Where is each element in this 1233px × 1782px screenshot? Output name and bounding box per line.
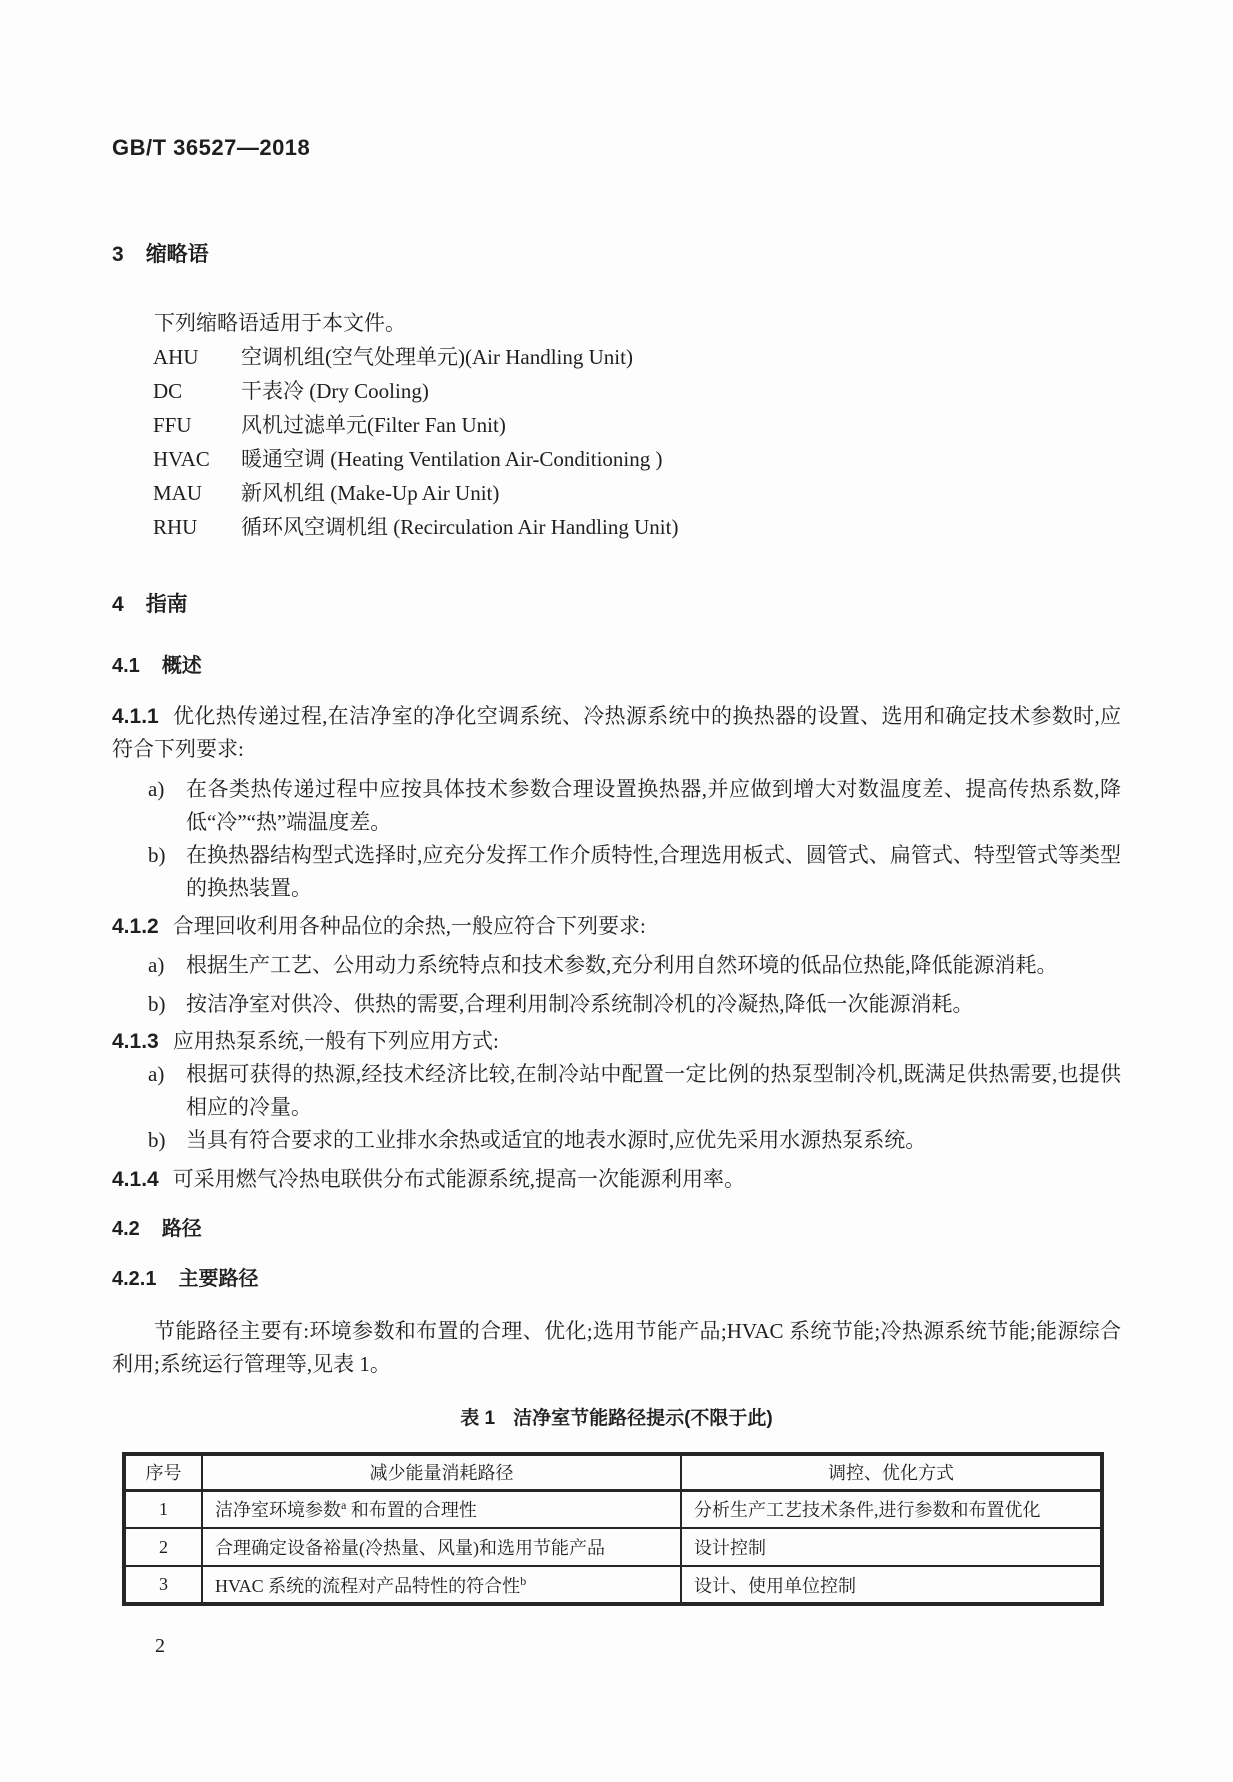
list-item-a bbox=[112, 773, 1121, 839]
page-number: 2 bbox=[155, 1635, 165, 1657]
abbreviation-list bbox=[112, 340, 1121, 544]
section-4-2-1-title: 主要路径 bbox=[178, 1268, 259, 1290]
table-header-no: 序号 bbox=[124, 1454, 202, 1490]
list-item-label: a) bbox=[148, 1062, 165, 1086]
table-1-caption bbox=[112, 1402, 1121, 1435]
table-header-row bbox=[124, 1454, 1102, 1490]
list-item-label: b) bbox=[148, 843, 166, 867]
clause-number: 4.1.4 bbox=[112, 1168, 159, 1191]
table-header-path: 减少能量消耗路径 bbox=[202, 1454, 681, 1490]
table-cell-method: 分析生产工艺技术条件,进行参数和布置优化 bbox=[681, 1490, 1102, 1528]
clause-text: 优化热传递过程,在洁净室的净化空调系统、冷热源系统中的换热器的设置、选用和确定技术参数时,应符合下列要求: bbox=[112, 704, 1121, 761]
list-item-b bbox=[112, 988, 1121, 1021]
abbreviations-intro: 下列缩略语适用于本文件。 bbox=[154, 311, 406, 335]
table-cell-path bbox=[202, 1566, 681, 1604]
list-item-label: b) bbox=[148, 1128, 166, 1152]
abbreviation-term: RHU bbox=[153, 515, 198, 539]
abbreviation-definition: 新风机组 (Make-Up Air Unit) bbox=[241, 481, 500, 505]
abbreviation-item bbox=[153, 510, 1121, 544]
clause-4-1-2 bbox=[112, 910, 1121, 943]
abbreviation-definition: 暖通空调 (Heating Ventilation Air-Conditioning ) bbox=[241, 447, 663, 471]
footnote-ref: b bbox=[520, 1573, 527, 1588]
section-4-2-heading bbox=[112, 1213, 1121, 1246]
standard-number-header: GB/T 36527—2018 bbox=[112, 135, 311, 160]
footnote-ref: a bbox=[341, 1498, 347, 1513]
clause-4-1-3 bbox=[112, 1025, 1121, 1058]
list-item-a bbox=[112, 1058, 1121, 1124]
abbreviation-term: MAU bbox=[153, 481, 203, 505]
clause-4-1-4 bbox=[112, 1163, 1121, 1196]
section-4-2-number: 4.2 bbox=[112, 1218, 140, 1240]
path-text: 合理确定设备裕量(冷热量、风量)和选用节能产品 bbox=[215, 1538, 605, 1558]
section-4-2-1-number: 4.2.1 bbox=[112, 1268, 157, 1290]
section-4-number: 4 bbox=[112, 593, 124, 616]
list-item-text: 根据可获得的热源,经技术经济比较,在制冷站中配置一定比例的热泵型制冷机,既满足供热需要,也提供相应的冷量。 bbox=[186, 1062, 1121, 1119]
section-4-1-title: 概述 bbox=[161, 655, 202, 677]
abbreviation-item bbox=[153, 442, 1121, 476]
section-3-title: 缩略语 bbox=[145, 243, 209, 266]
table-1-caption-text: 洁净室节能路径提示(不限于此) bbox=[513, 1408, 773, 1429]
section-4-2-title: 路径 bbox=[161, 1218, 202, 1240]
section-4-heading bbox=[112, 588, 1121, 621]
clause-number: 4.1.1 bbox=[112, 705, 159, 728]
abbreviation-term: HVAC bbox=[153, 447, 210, 471]
section-3-number: 3 bbox=[112, 243, 124, 266]
clause-4-1-1 bbox=[112, 700, 1121, 766]
table-cell-no: 1 bbox=[124, 1490, 202, 1528]
table-1-caption-label: 表 1 bbox=[460, 1408, 496, 1429]
table-1 bbox=[122, 1452, 1104, 1606]
abbreviation-definition: 风机过滤单元(Filter Fan Unit) bbox=[241, 413, 506, 437]
paths-paragraph: 节能路径主要有:环境参数和布置的合理、优化;选用节能产品;HVAC 系统节能;冷热源系统节能;能源综合利用;系统运行管理等,见表 1。 bbox=[112, 1319, 1121, 1376]
table-header-method: 调控、优化方式 bbox=[681, 1454, 1102, 1490]
list-item-label: a) bbox=[148, 777, 165, 801]
abbreviation-definition: 空调机组(空气处理单元)(Air Handling Unit) bbox=[241, 345, 633, 369]
section-3-heading bbox=[112, 238, 1121, 271]
abbreviation-item bbox=[153, 476, 1121, 510]
table-cell-method: 设计、使用单位控制 bbox=[681, 1566, 1102, 1604]
clause-number: 4.1.2 bbox=[112, 915, 159, 938]
abbreviation-definition: 干表冷 (Dry Cooling) bbox=[241, 379, 429, 403]
section-4-1-heading bbox=[112, 650, 1121, 683]
clause-text: 可采用燃气冷热电联供分布式能源系统,提高一次能源利用率。 bbox=[172, 1167, 745, 1191]
list-item-text: 当具有符合要求的工业排水余热或适宜的地表水源时,应优先采用水源热泵系统。 bbox=[186, 1128, 927, 1152]
section-4-1-number: 4.1 bbox=[112, 655, 140, 677]
table-cell-path bbox=[202, 1490, 681, 1528]
section-4-2-1-heading bbox=[112, 1263, 1121, 1296]
table-cell-method: 设计控制 bbox=[681, 1528, 1102, 1566]
section-4-title: 指南 bbox=[145, 593, 188, 616]
list-item-b bbox=[112, 1124, 1121, 1157]
abbreviation-item bbox=[153, 408, 1121, 442]
table-cell-no: 2 bbox=[124, 1528, 202, 1566]
path-text: 和布置的合理性 bbox=[346, 1500, 477, 1521]
abbreviation-item bbox=[153, 340, 1121, 374]
clause-text: 应用热泵系统,一般有下列应用方式: bbox=[172, 1029, 499, 1053]
table-row bbox=[124, 1528, 1102, 1566]
list-item-text: 在换热器结构型式选择时,应充分发挥工作介质特性,合理选用板式、圆管式、扁管式、特型管式等类型的换热装置。 bbox=[186, 843, 1121, 900]
abbreviation-term: AHU bbox=[153, 345, 199, 369]
table-cell-no: 3 bbox=[124, 1566, 202, 1604]
list-item-text: 在各类热传递过程中应按具体技术参数合理设置换热器,并应做到增大对数温度差、提高传热系数,降低“冷”“热”端温度差。 bbox=[186, 777, 1121, 834]
list-item-label: a) bbox=[148, 953, 165, 977]
path-text: HVAC 系统的流程对产品特性的符合性 bbox=[215, 1575, 521, 1596]
abbreviation-item bbox=[153, 374, 1121, 408]
path-text: 洁净室环境参数 bbox=[215, 1500, 341, 1521]
list-item-text: 按洁净室对供冷、供热的需要,合理利用制冷系统制冷机的冷凝热,降低一次能源消耗。 bbox=[186, 992, 974, 1016]
list-item-label: b) bbox=[148, 992, 166, 1016]
list-item-text: 根据生产工艺、公用动力系统特点和技术参数,充分利用自然环境的低品位热能,降低能源消耗。 bbox=[186, 953, 1058, 977]
list-item-b bbox=[112, 839, 1121, 905]
table-cell-path bbox=[202, 1528, 681, 1566]
clause-text: 合理回收利用各种品位的余热,一般应符合下列要求: bbox=[172, 914, 646, 938]
abbreviation-definition: 循环风空调机组 (Recirculation Air Handling Unit) bbox=[241, 515, 679, 539]
list-item-a bbox=[112, 949, 1121, 982]
table-row bbox=[124, 1566, 1102, 1604]
abbreviation-term: DC bbox=[153, 379, 183, 403]
abbreviation-term: FFU bbox=[153, 413, 192, 437]
table-row bbox=[124, 1490, 1102, 1528]
clause-number: 4.1.3 bbox=[112, 1030, 159, 1053]
